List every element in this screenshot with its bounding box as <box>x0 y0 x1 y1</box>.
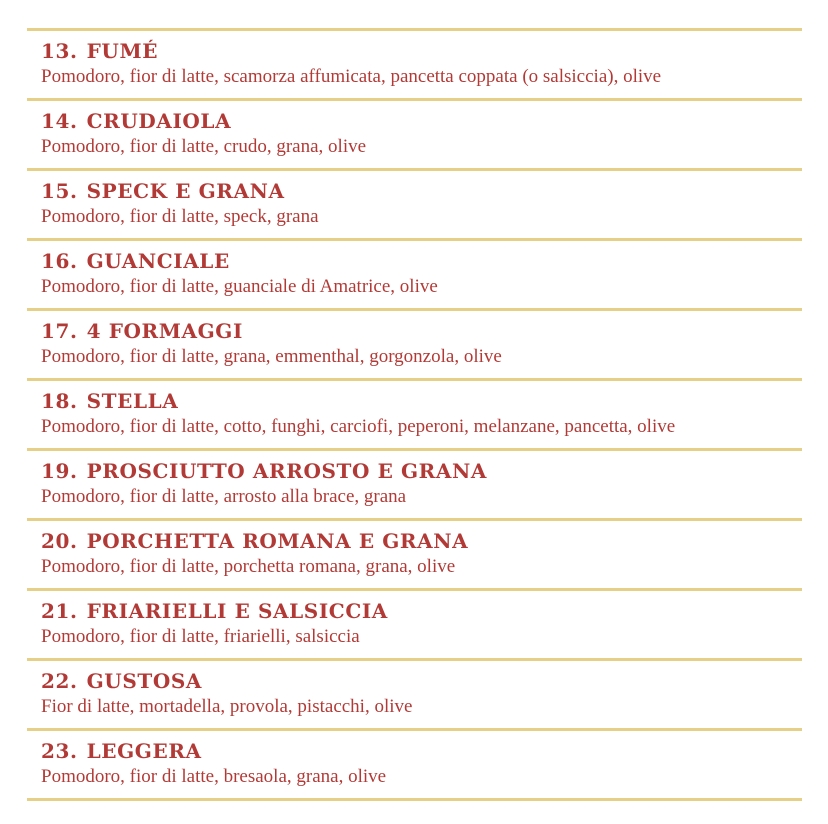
item-ingredients: Pomodoro, fior di latte, bresaola, grana, olive <box>41 766 387 787</box>
item-title <box>41 591 802 621</box>
item-ingredients: Pomodoro, fior di latte, porchetta romana, grana, olive <box>41 556 456 577</box>
menu-item <box>27 731 802 798</box>
item-name: GUANCIALE <box>86 249 230 273</box>
item-ingredients: Pomodoro, fior di latte, scamorza affumicata, pancetta coppata (o salsiccia), olive <box>41 66 662 87</box>
item-name: PORCHETTA ROMANA E GRANA <box>86 529 469 553</box>
item-ingredients: Pomodoro, fior di latte, cotto, funghi, carciofi, peperoni, melanzane, pancetta, olive <box>41 416 676 437</box>
menu-item <box>27 311 802 378</box>
item-number: 20. <box>41 529 78 553</box>
item-name: 4 FORMAGGI <box>86 319 243 343</box>
item-title <box>41 451 802 481</box>
item-name: SPECK E GRANA <box>86 179 285 203</box>
item-name: STELLA <box>86 389 179 413</box>
item-name: PROSCIUTTO ARROSTO E GRANA <box>86 459 488 483</box>
item-number: 18. <box>41 389 78 413</box>
menu-item <box>27 381 802 448</box>
item-ingredients: Fior di latte, mortadella, provola, pistacchi, olive <box>41 696 413 717</box>
menu-item <box>27 241 802 308</box>
item-number: 15. <box>41 179 78 203</box>
item-number: 13. <box>41 39 78 63</box>
menu-item <box>27 101 802 168</box>
item-name: GUSTOSA <box>86 669 203 693</box>
item-title <box>41 101 802 131</box>
item-number: 14. <box>41 109 78 133</box>
item-name: LEGGERA <box>86 739 202 763</box>
item-ingredients: Pomodoro, fior di latte, friarielli, salsiccia <box>41 626 360 647</box>
item-title <box>41 521 802 551</box>
item-ingredients: Pomodoro, fior di latte, speck, grana <box>41 206 319 227</box>
item-ingredients: Pomodoro, fior di latte, grana, emmenthal, gorgonzola, olive <box>41 346 502 367</box>
menu-item <box>27 171 802 238</box>
item-ingredients: Pomodoro, fior di latte, arrosto alla brace, grana <box>41 486 407 507</box>
menu-item <box>27 31 802 98</box>
item-title <box>41 731 802 761</box>
pizza-menu-list <box>27 28 802 801</box>
item-title <box>41 241 802 271</box>
menu-item <box>27 451 802 518</box>
item-title <box>41 31 802 61</box>
item-number: 17. <box>41 319 78 343</box>
item-title <box>41 661 802 691</box>
item-number: 21. <box>41 599 78 623</box>
item-ingredients: Pomodoro, fior di latte, crudo, grana, olive <box>41 136 367 157</box>
divider <box>27 798 802 801</box>
item-ingredients: Pomodoro, fior di latte, guanciale di Amatrice, olive <box>41 276 438 297</box>
item-name: FRIARIELLI E SALSICCIA <box>86 599 388 623</box>
menu-item <box>27 661 802 728</box>
item-title <box>41 311 802 341</box>
menu-item <box>27 591 802 658</box>
item-number: 19. <box>41 459 78 483</box>
item-number: 22. <box>41 669 78 693</box>
item-number: 23. <box>41 739 78 763</box>
item-title <box>41 171 802 201</box>
item-number: 16. <box>41 249 78 273</box>
item-name: FUMÉ <box>86 39 159 63</box>
item-name: CRUDAIOLA <box>86 109 232 133</box>
item-title <box>41 381 802 411</box>
menu-item <box>27 521 802 588</box>
